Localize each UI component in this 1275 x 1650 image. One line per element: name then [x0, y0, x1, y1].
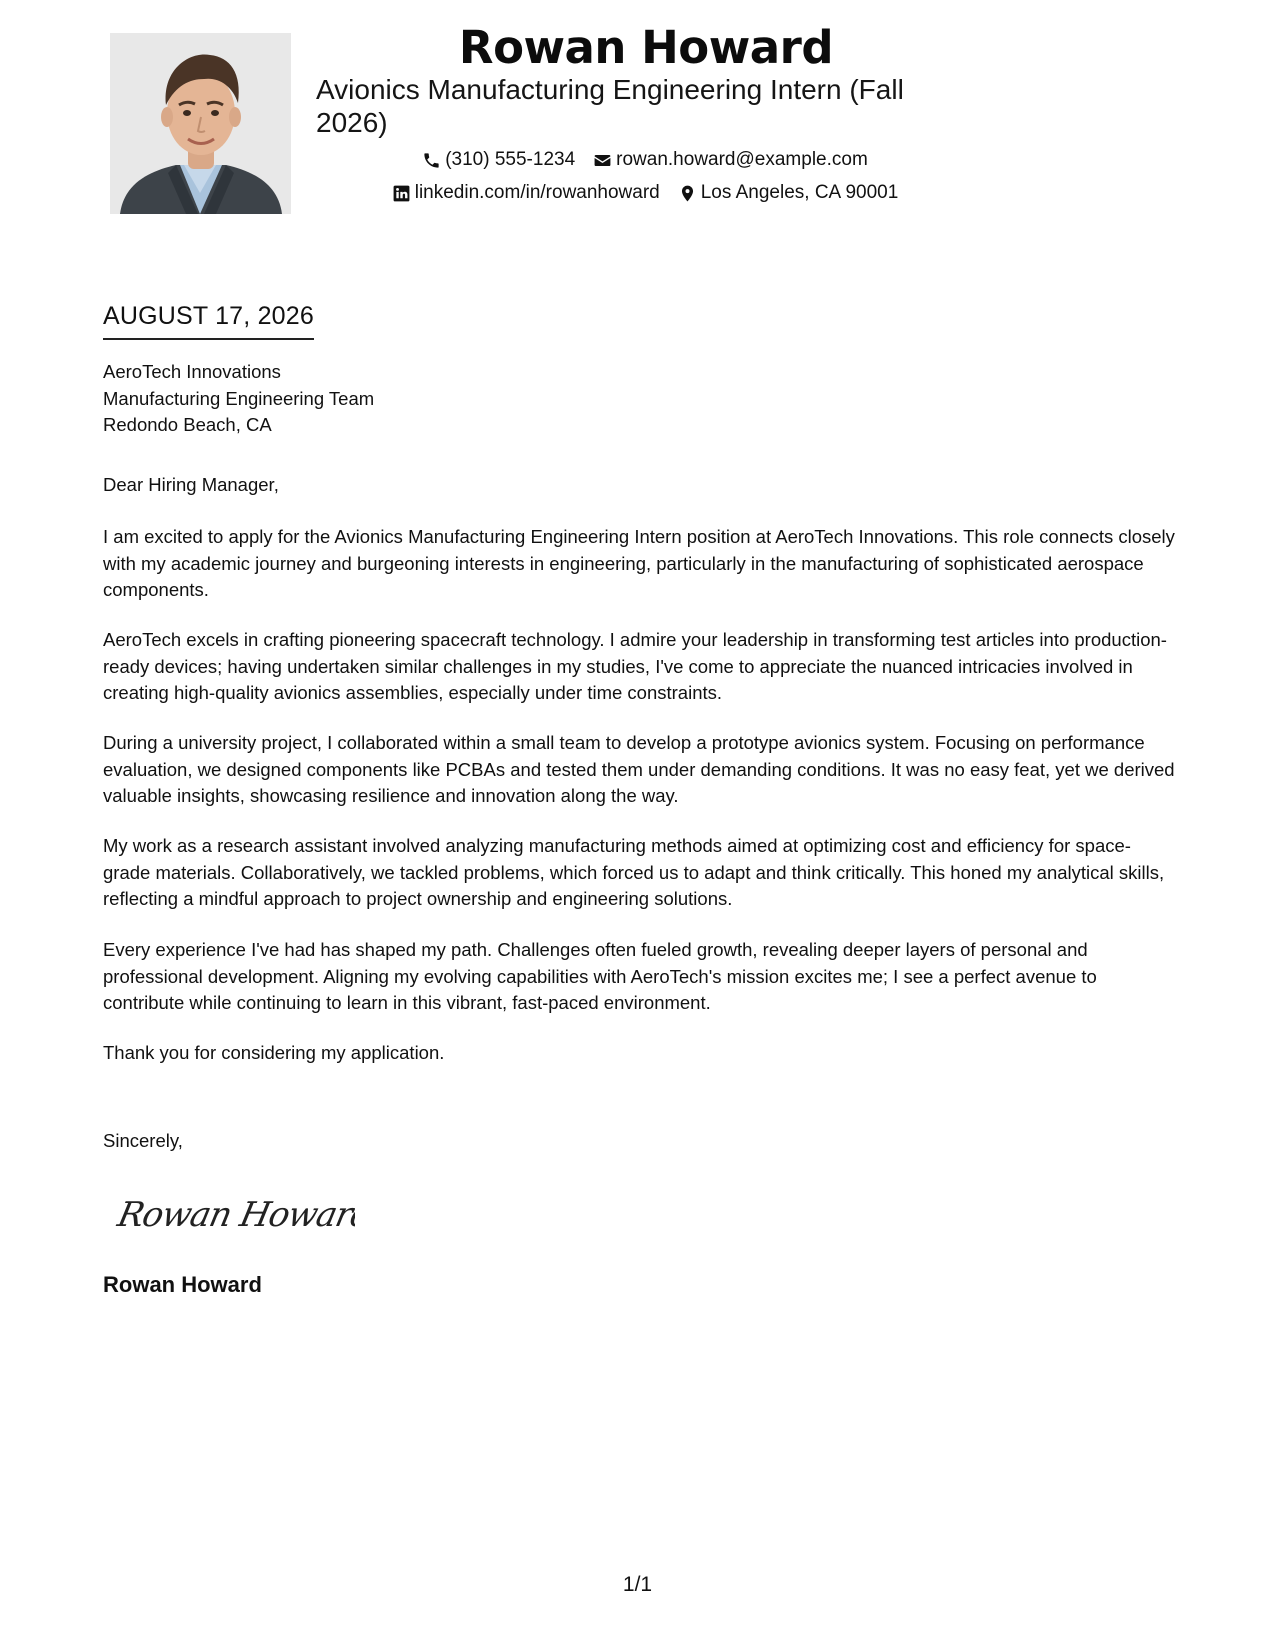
recipient-block [103, 359, 374, 439]
signer-name: Rowan Howard [103, 1272, 262, 1297]
email-text: rowan.howard@example.com [616, 149, 868, 170]
page-indicator: 1/1 [622, 1573, 653, 1596]
body-paragraph: I am excited to apply for the Avionics Manufacturing Engineering Intern position at AeroTech Innovations. This role connects closely with my academic journey and burgeoning interests in engineering, particularly in the manufacturing of sophisticated aerospace components. [103, 526, 1175, 600]
salutation: Dear Hiring Manager, [103, 474, 279, 495]
letter-date: AUGUST 17, 2026 [103, 300, 314, 340]
contact-row-primary [300, 145, 990, 175]
body-paragraph: Every experience I've had has shaped my path. Challenges often fueled growth, revealing deeper layers of personal and professional development. Aligning my evolving capabilities with AeroTech's mission excites me; I see a perfect avenue to contribute while continuing to learn in this vibrant, fast-paced environment. [103, 939, 1097, 1013]
closing-line: Sincerely, [103, 1130, 183, 1151]
body-paragraph: During a university project, I collaborated within a small team to develop a prototype avionics system. Focusing on performance evaluation, we designed components like PCBAs and tested them under demanding conditions. It was no easy feat, yet we derived valuable insights, showcasing resilience and innovation along the way. [103, 732, 1175, 806]
recipient-team: Manufacturing Engineering Team [103, 387, 375, 409]
linkedin-icon [392, 184, 411, 203]
contact-linkedin[interactable] [392, 182, 660, 204]
recipient-company: AeroTech Innovations [103, 361, 281, 382]
phone-text: (310) 555-1234 [445, 149, 576, 170]
contact-row-secondary [300, 178, 990, 208]
handwritten-signature [115, 1184, 355, 1249]
contact-location [678, 182, 899, 204]
signature-image [115, 1184, 355, 1244]
body-paragraph: My work as a research assistant involved analyzing manufacturing methods aimed at optimizing cost and efficiency for space-grade materials. Collaboratively, we tackled problems, which forced us to adapt and think critically. This honed my analytical skills, reflecting a mindful approach to project ownership and engineering solutions. [103, 835, 1165, 909]
portrait-image [110, 33, 291, 214]
contact-email[interactable] [593, 149, 868, 171]
linkedin-text: linkedin.com/in/rowanhoward [414, 182, 660, 203]
contact-phone[interactable] [422, 149, 575, 171]
svg-text:Rowan Howard: Rowan Howard [115, 1195, 355, 1235]
candidate-name: Rowan Howard [458, 21, 834, 74]
target-role: Avionics Manufacturing Engineering Intern (Fall 2026) [316, 74, 904, 138]
recipient-location: Redondo Beach, CA [103, 414, 272, 435]
closing-thanks: Thank you for considering my application. [103, 1042, 445, 1063]
location-text: Los Angeles, CA 90001 [700, 182, 899, 203]
phone-icon [422, 151, 441, 170]
map-pin-icon [678, 184, 697, 203]
body-paragraph: AeroTech excels in crafting pioneering spacecraft technology. I admire your leadership in transforming test articles into production-ready devices; having undertaken similar challenges in my studies, I've come to appreciate the nuanced intricacies involved in creating high-quality avionics assemblies, especially under time constraints. [103, 629, 1167, 703]
envelope-icon [593, 151, 612, 170]
profile-photo [110, 33, 291, 214]
